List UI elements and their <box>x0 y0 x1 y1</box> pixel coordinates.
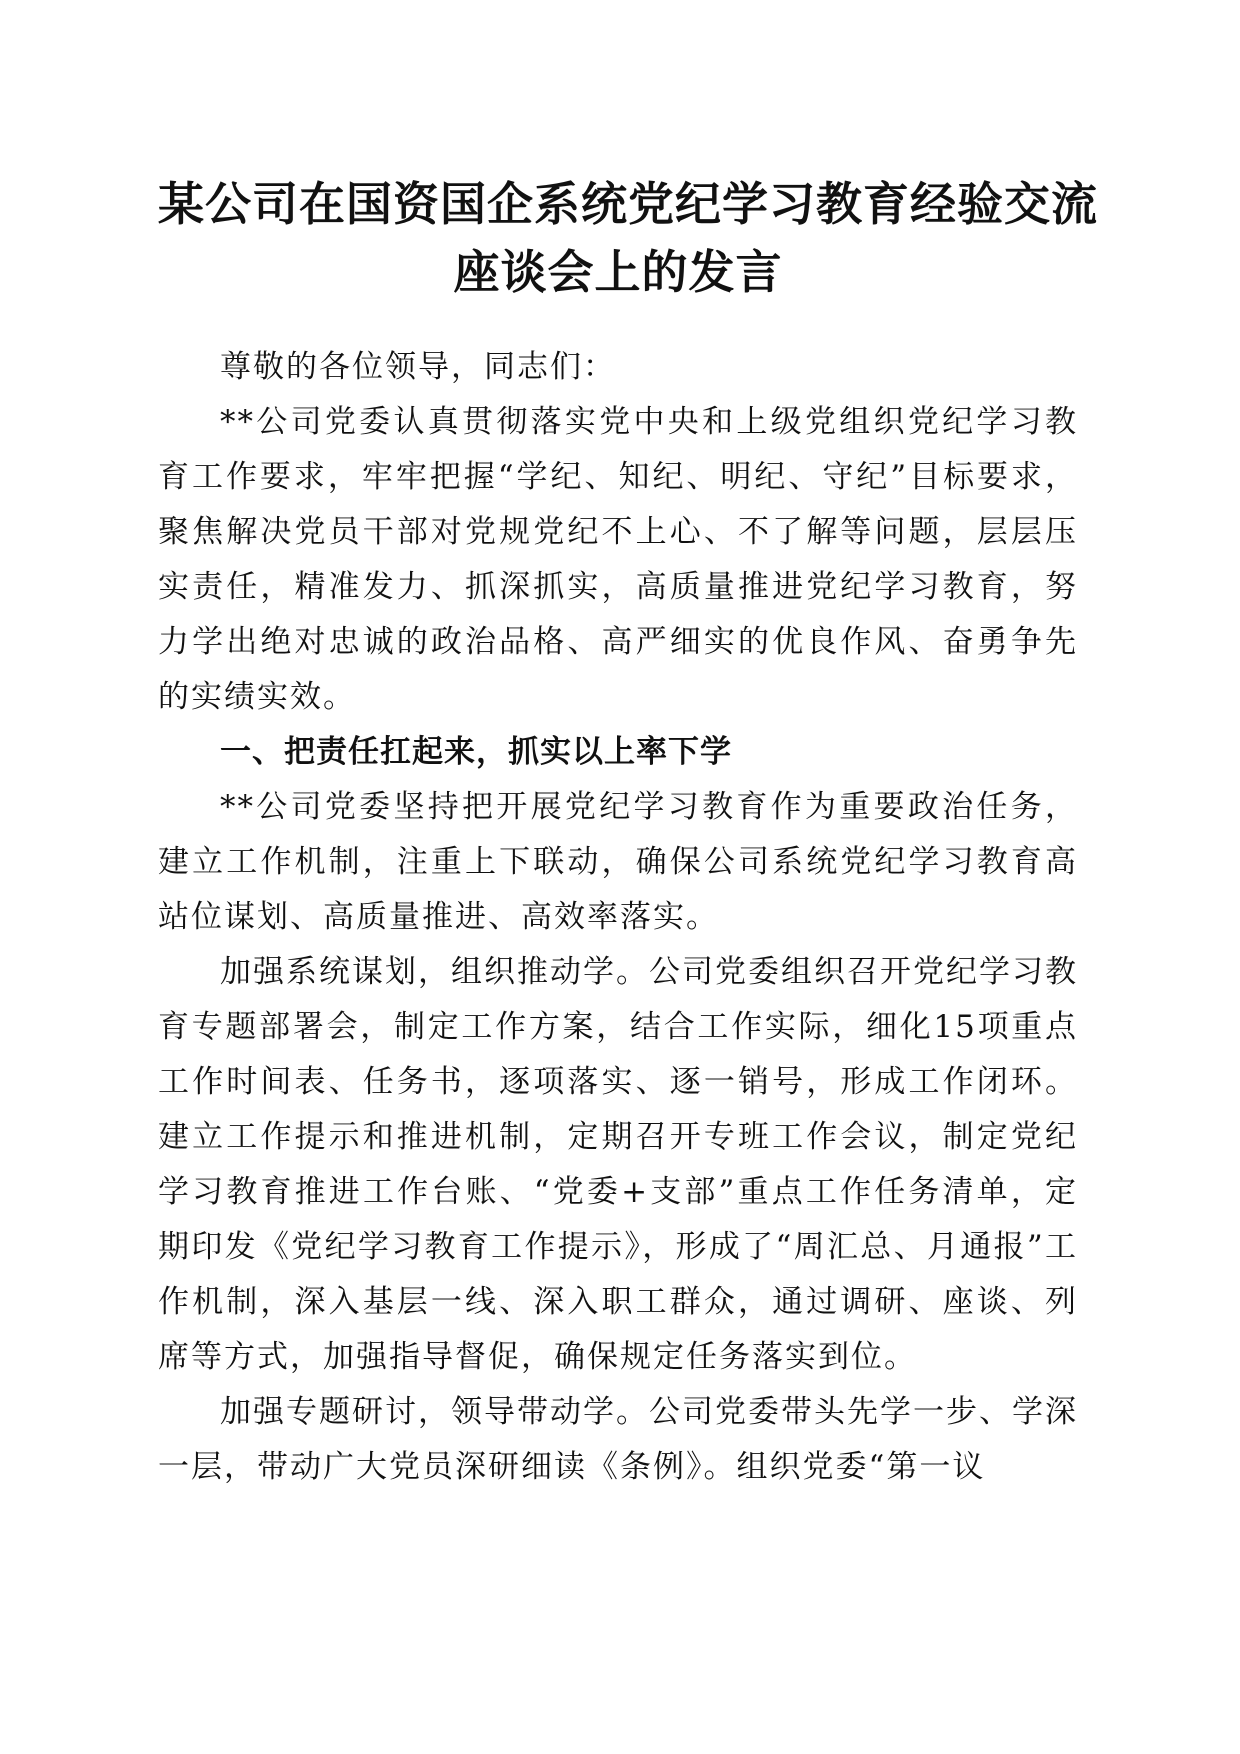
salutation: 尊敬的各位领导，同志们： <box>220 349 616 385</box>
intro-paragraph: **公司党委认真贯彻落实党中央和上级党组织党纪学习教育工作要求，牢牢把握“学纪、知纪、明纪、守纪”目标要求，聚焦解决党员干部对党规党纪不上心、不了解等问题，层层压实责任，精准发力、抓深抓实，高质量推进党纪学习教育，努力学出绝对忠诚的政治品格、高严细实的优良作风、奋勇争先的实绩实效。 <box>158 404 1078 715</box>
body-paragraph: 加强专题研讨，领导带动学。公司党委带头先学一步、学深一层，带动广大党员深研细读《条例》。组织党委“第一议 <box>158 1394 1078 1485</box>
title-line-2: 座谈会上的发言 <box>453 245 783 299</box>
section-heading-1: 一、把责任扛起来，抓实以上率下学 <box>220 734 732 770</box>
body-paragraph: **公司党委坚持把开展党纪学习教育作为重要政治任务，建立工作机制，注重上下联动，确保公司系统党纪学习教育高站位谋划、高质量推进、高效率落实。 <box>158 789 1078 935</box>
document-page <box>158 170 1098 1495</box>
title-line-1: 某公司在国资国企系统党纪学习教育经验交流 <box>158 177 1098 231</box>
document-body <box>158 340 1078 1495</box>
body-paragraph: 加强系统谋划，组织推动学。公司党委组织召开党纪学习教育专题部署会，制定工作方案，结合工作实际，细化15项重点工作时间表、任务书，逐项落实、逐一销号，形成工作闭环。建立工作提示和推进机制，定期召开专班工作会议，制定党纪学习教育推进工作台账、“党委+支部”重点工作任务清单，定期印发《党纪学习教育工作提示》，形成了“周汇总、月通报”工作机制，深入基层一线、深入职工群众，通过调研、座谈、列席等方式，加强指导督促，确保规定任务落实到位。 <box>158 954 1078 1375</box>
document-title <box>158 170 1098 306</box>
